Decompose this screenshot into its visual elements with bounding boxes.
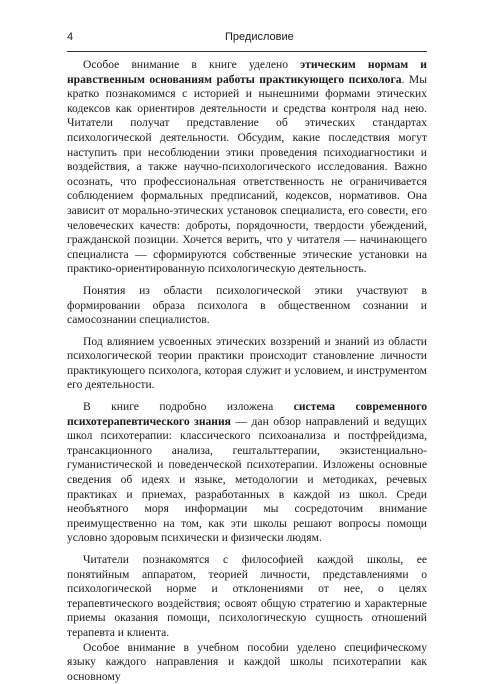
paragraph-language: Особое внимание в учебном пособии уделено специфическому языку каждого направления и каждой школы психотерапии как основному [67,640,427,683]
paragraph-text: — дан обзор направлений и ведущих школ психотерапии: классического психоанализа и постфрейдизма, трансакционного анализа, гештальттерапии, экзистенциально-гуманистической и поведенческой психотерапии. Изложены основные сведения об идеях и языке, методологии и методиках, речевых практиках и приемах, разработанных в каждой из школ. Среди необъятного моря информации мы сосредоточим внимание преимущественно на том, как эти школы решают вопросы помощи условно здоровым психически и физически людям. [67,414,427,545]
body-text [67,58,427,684]
paragraph-ethics [67,58,427,277]
running-title: Предисловие [225,31,294,43]
paragraph-readers: Читатели познакомятся с философией каждой школы, ее понятийным аппаратом, теорией личности, представлениями о психологической норме и отклонениями от нее, о целях терапевтического воздействия; освоят общую стратегию и характерные приемы оказания помощи, психологическую сущность отношений терапевта и клиента. [67,553,427,639]
header-rule [67,51,427,52]
paragraph-concepts: Понятия из области психологической этики участвуют в формировании образа психолога в общественном сознании и самосознании специалистов. [67,283,427,327]
bold-phrase: система современного психотерапевтического знания [67,400,427,428]
paragraph-text: В книге подробно изложена [83,400,294,414]
page-number: 4 [67,31,74,43]
page-header [67,31,427,51]
paragraph-text: Особое внимание в книге уделено [83,58,301,71]
paragraph-influence: Под влиянием усвоенных этических воззрений и знаний из области психологической теории практики происходит становление личности практикующего психолога, которая служит и условием, и инструментом его деятельности. [67,334,427,392]
paragraph-text: . Мы кратко познакомимся с историей и нынешними формами этических кодексов как ориентиров деятельности и средства контроля над нею. Читатели получат представление об этических стандартах психологической деятельности. Обсудим, какие последствия могут наступить при несоблюдении этики проведения психодиагностики и воздействия, а также научно-психологического исследования. Важно осознать, что профессиональная ответственность не ограничивается соблюдением формальных предписаний, кодексов, нормативов. Она зависит от морально-этических установок специалиста, его совести, его человеческих качеств: доброты, порядочности, твердости убеждений, гражданской позиции. Хочется верить, что у читателя — начинающего специалиста — сформируются собственные этические установки на практико-ориентированную психологическую деятельность. [67,72,427,276]
paragraph-psychotherapy [67,400,427,546]
bold-phrase: этическим нормам и нравственным основаниям работы практикующего психолога [67,58,427,86]
